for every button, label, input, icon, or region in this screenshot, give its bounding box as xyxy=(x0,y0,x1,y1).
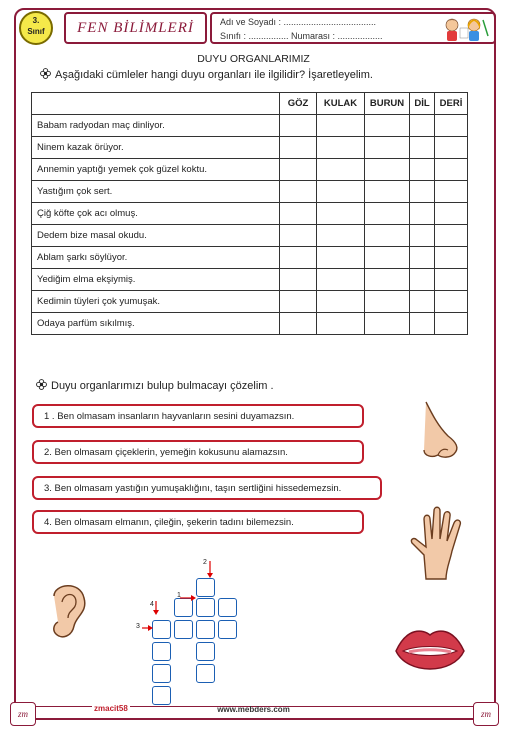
kids-icon xyxy=(438,16,490,42)
column-header: DERİ xyxy=(435,93,468,115)
subject-box xyxy=(64,12,207,44)
answer-checkbox-cell[interactable] xyxy=(280,159,317,181)
table-row xyxy=(32,225,468,247)
answer-checkbox-cell[interactable] xyxy=(435,181,468,203)
table-row xyxy=(32,203,468,225)
answer-checkbox-cell[interactable] xyxy=(317,203,365,225)
section2-instruction xyxy=(36,379,274,392)
section1-instruction-text: Aşağıdaki cümleler hangi duyu organları ile ilgilidir? İşaretleyelim. xyxy=(55,69,373,81)
crossword-cell[interactable] xyxy=(196,664,215,683)
footer-logo-left: zm xyxy=(10,702,36,726)
table-row xyxy=(32,247,468,269)
sentence-cell: Yastığım çok sert. xyxy=(32,181,280,203)
clue-box: 1 . Ben olmasam insanların hayvanların sesini duyamazsın. xyxy=(32,404,364,428)
sentence-cell: Dedem bize masal okudu. xyxy=(32,225,280,247)
answer-checkbox-cell[interactable] xyxy=(317,137,365,159)
table-row xyxy=(32,137,468,159)
answer-checkbox-cell[interactable] xyxy=(365,159,410,181)
table-row xyxy=(32,159,468,181)
answer-checkbox-cell[interactable] xyxy=(317,159,365,181)
sentence-cell: Yediğim elma ekşiymiş. xyxy=(32,269,280,291)
answer-checkbox-cell[interactable] xyxy=(435,313,468,335)
table-row xyxy=(32,291,468,313)
answer-checkbox-cell[interactable] xyxy=(365,225,410,247)
flower-bullet-icon xyxy=(36,379,47,390)
answer-checkbox-cell[interactable] xyxy=(317,291,365,313)
sentence-cell: Çiğ köfte çok acı olmuş. xyxy=(32,203,280,225)
table-header-blank xyxy=(32,93,280,115)
column-header: KULAK xyxy=(317,93,365,115)
answer-checkbox-cell[interactable] xyxy=(280,247,317,269)
flower-bullet-icon xyxy=(40,68,51,79)
crossword-cell[interactable] xyxy=(196,642,215,661)
crossword-cell[interactable] xyxy=(218,620,237,639)
table-row xyxy=(32,269,468,291)
answer-checkbox-cell[interactable] xyxy=(410,269,435,291)
crossword-number: 1 xyxy=(177,592,181,599)
answer-checkbox-cell[interactable] xyxy=(410,225,435,247)
answer-checkbox-cell[interactable] xyxy=(317,225,365,247)
answer-checkbox-cell[interactable] xyxy=(410,159,435,181)
answer-checkbox-cell[interactable] xyxy=(317,269,365,291)
grade-label: Sınıf xyxy=(27,27,45,36)
table-row xyxy=(32,313,468,335)
answer-checkbox-cell[interactable] xyxy=(280,137,317,159)
answer-checkbox-cell[interactable] xyxy=(365,181,410,203)
answer-checkbox-cell[interactable] xyxy=(317,181,365,203)
senses-table xyxy=(31,92,468,335)
answer-checkbox-cell[interactable] xyxy=(365,203,410,225)
clue-box: 4. Ben olmasam elmanın, çileğin, şekerin tadını bilemezsin. xyxy=(32,510,364,534)
sentence-cell: Annemin yaptığı yemek çok güzel koktu. xyxy=(32,159,280,181)
column-header: GÖZ xyxy=(280,93,317,115)
answer-checkbox-cell[interactable] xyxy=(410,313,435,335)
answer-checkbox-cell[interactable] xyxy=(435,203,468,225)
answer-checkbox-cell[interactable] xyxy=(280,313,317,335)
footer-url[interactable]: www.mebders.com xyxy=(217,705,290,714)
sentence-cell: Odaya parfüm sıkılmış. xyxy=(32,313,280,335)
answer-checkbox-cell[interactable] xyxy=(365,313,410,335)
nose-icon xyxy=(418,400,462,462)
ear-icon xyxy=(44,580,90,642)
answer-checkbox-cell[interactable] xyxy=(280,225,317,247)
hand-icon xyxy=(408,505,466,583)
section2-instruction-text: Duyu organlarımızı bulup bulmacayı çözelim . xyxy=(51,380,274,392)
answer-checkbox-cell[interactable] xyxy=(435,247,468,269)
answer-checkbox-cell[interactable] xyxy=(435,225,468,247)
footer-author-tag: zmacit58 xyxy=(94,704,128,713)
crossword-arrows xyxy=(140,555,220,635)
crossword-number: 2 xyxy=(203,559,207,566)
answer-checkbox-cell[interactable] xyxy=(280,291,317,313)
sentence-cell: Ablam şarkı söylüyor. xyxy=(32,247,280,269)
answer-checkbox-cell[interactable] xyxy=(317,115,365,137)
clue-box: 2. Ben olmasam çiçeklerin, yemeğin kokusunu alamazsın. xyxy=(32,440,364,464)
crossword-number: 3 xyxy=(136,623,140,630)
answer-checkbox-cell[interactable] xyxy=(280,115,317,137)
answer-checkbox-cell[interactable] xyxy=(365,137,410,159)
answer-checkbox-cell[interactable] xyxy=(365,269,410,291)
grade-badge-text xyxy=(20,15,52,37)
answer-checkbox-cell[interactable] xyxy=(365,115,410,137)
column-header: BURUN xyxy=(365,93,410,115)
crossword-cell[interactable] xyxy=(152,686,171,705)
answer-checkbox-cell[interactable] xyxy=(410,137,435,159)
subject-title: FEN BİLİMLERİ xyxy=(77,19,194,36)
page-title: DUYU ORGANLARIMIZ xyxy=(197,53,310,65)
crossword-cell[interactable] xyxy=(218,598,237,617)
answer-checkbox-cell[interactable] xyxy=(410,181,435,203)
sentence-cell: Kedimin tüyleri çok yumuşak. xyxy=(32,291,280,313)
crossword-cell[interactable] xyxy=(152,664,171,683)
answer-checkbox-cell[interactable] xyxy=(317,313,365,335)
sentence-cell: Babam radyodan maç dinliyor. xyxy=(32,115,280,137)
name-field[interactable]: Adı ve Soyadı : ..................................... xyxy=(220,17,377,27)
class-number-field[interactable]: Sınıfı : ................ Numarası : .................. xyxy=(220,31,383,41)
answer-checkbox-cell[interactable] xyxy=(435,269,468,291)
table-row xyxy=(32,181,468,203)
answer-checkbox-cell[interactable] xyxy=(435,137,468,159)
answer-checkbox-cell[interactable] xyxy=(410,115,435,137)
crossword-cell[interactable] xyxy=(152,642,171,661)
column-header: DİL xyxy=(410,93,435,115)
answer-checkbox-cell[interactable] xyxy=(435,159,468,181)
student-info-box xyxy=(210,12,496,44)
answer-checkbox-cell[interactable] xyxy=(410,291,435,313)
footer-logo-right: zm xyxy=(473,702,499,726)
grade-number: 3. xyxy=(32,16,40,25)
sentence-cell: Ninem kazak örüyor. xyxy=(32,137,280,159)
answer-checkbox-cell[interactable] xyxy=(435,115,468,137)
answer-checkbox-cell[interactable] xyxy=(280,269,317,291)
section1-instruction xyxy=(40,68,373,81)
answer-checkbox-cell[interactable] xyxy=(410,247,435,269)
clue-box: 3. Ben olmasam yastığın yumuşaklığını, taşın sertliğini hissedemezsin. xyxy=(32,476,382,500)
lips-icon xyxy=(393,623,467,679)
table-row xyxy=(32,115,468,137)
answer-checkbox-cell[interactable] xyxy=(280,181,317,203)
answer-checkbox-cell[interactable] xyxy=(365,291,410,313)
table-header-row xyxy=(32,93,468,115)
answer-checkbox-cell[interactable] xyxy=(280,203,317,225)
crossword-number: 4 xyxy=(150,601,154,608)
answer-checkbox-cell[interactable] xyxy=(435,291,468,313)
answer-checkbox-cell[interactable] xyxy=(410,203,435,225)
answer-checkbox-cell[interactable] xyxy=(317,247,365,269)
answer-checkbox-cell[interactable] xyxy=(365,247,410,269)
